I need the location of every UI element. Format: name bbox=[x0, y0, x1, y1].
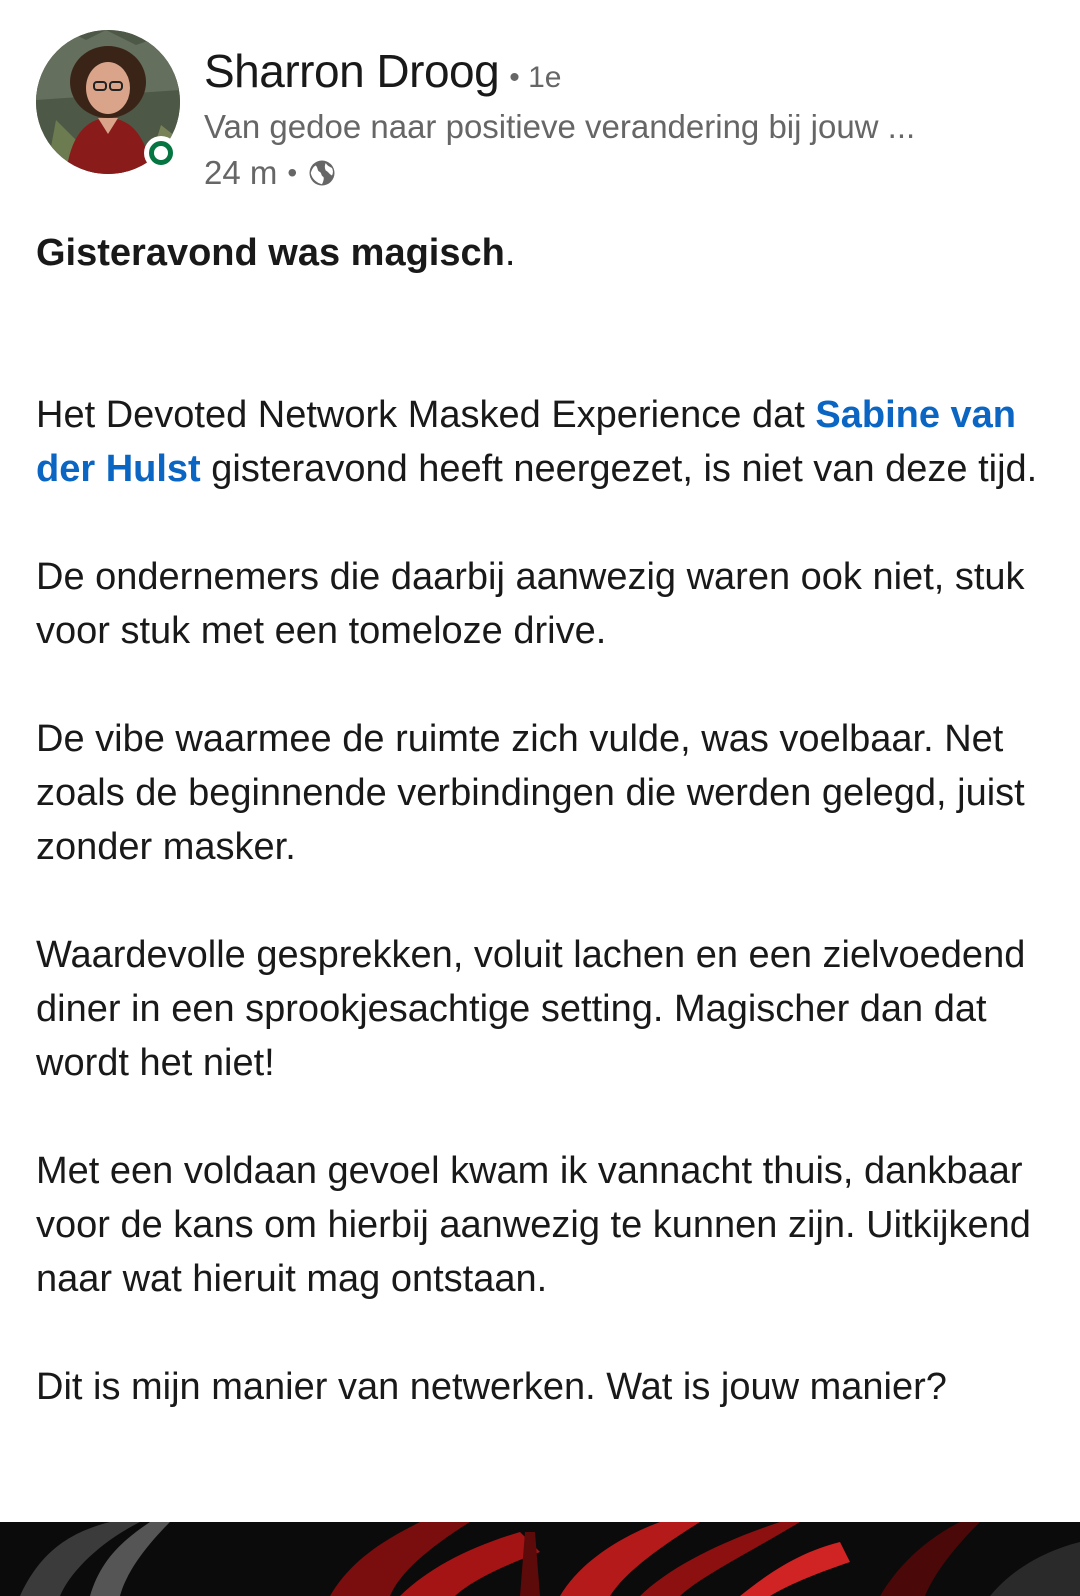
paragraph-1-end: gisteravond heeft neergezet, is niet van deze tijd. bbox=[200, 448, 1038, 490]
paragraph-4: Waardevolle gesprekken, voluit lachen en een zielvoedend diner in een sprookjesachtige setting. Magischer dan dat wordt het niet! bbox=[36, 934, 1026, 1084]
globe-icon bbox=[307, 158, 337, 188]
mention-link[interactable]: Sabine van der Hulst bbox=[36, 394, 1017, 490]
post-title-end: . bbox=[504, 232, 516, 274]
paragraph-3: De vibe waarmee de ruimte zich vulde, was voelbaar. Net zoals de beginnende verbindingen die werden gelegd, juist zonder masker. bbox=[36, 718, 1025, 868]
connection-degree: • 1e bbox=[509, 61, 562, 94]
paragraph-1 bbox=[36, 388, 1046, 496]
author-info bbox=[204, 44, 1054, 192]
post-image-graphic bbox=[0, 1522, 1080, 1596]
post-title bbox=[36, 226, 1046, 280]
paragraph-1-start: Het Devoted Network Masked Experience dat bbox=[36, 394, 816, 436]
author-headline: Van gedoe naar positieve verandering bij jouw ... bbox=[204, 108, 916, 145]
post-header bbox=[0, 0, 1080, 210]
avatar[interactable] bbox=[36, 30, 180, 174]
post-body bbox=[36, 226, 1046, 1414]
separator-dot: • bbox=[287, 157, 298, 188]
paragraph-6: Dit is mijn manier van netwerken. Wat is jouw manier? bbox=[36, 1366, 947, 1408]
post-image[interactable] bbox=[0, 1522, 1080, 1596]
connection-degree-value: 1e bbox=[528, 61, 562, 94]
post-title-bold: Gisteravond was magisch bbox=[36, 232, 505, 274]
post-time: 24 m bbox=[204, 154, 278, 191]
online-status-icon bbox=[144, 136, 178, 170]
post-meta bbox=[204, 154, 1054, 192]
paragraph-5: Met een voldaan gevoel kwam ik vannacht thuis, dankbaar voor de kans om hierbij aanwezig te kunnen zijn. Uitkijkend naar wat hieruit mag ontstaan. bbox=[36, 1150, 1031, 1300]
author-name[interactable]: Sharron Droog bbox=[204, 45, 500, 97]
paragraph-2: De ondernemers die daarbij aanwezig waren ook niet, stuk voor stuk met een tomeloze drive. bbox=[36, 556, 1025, 652]
